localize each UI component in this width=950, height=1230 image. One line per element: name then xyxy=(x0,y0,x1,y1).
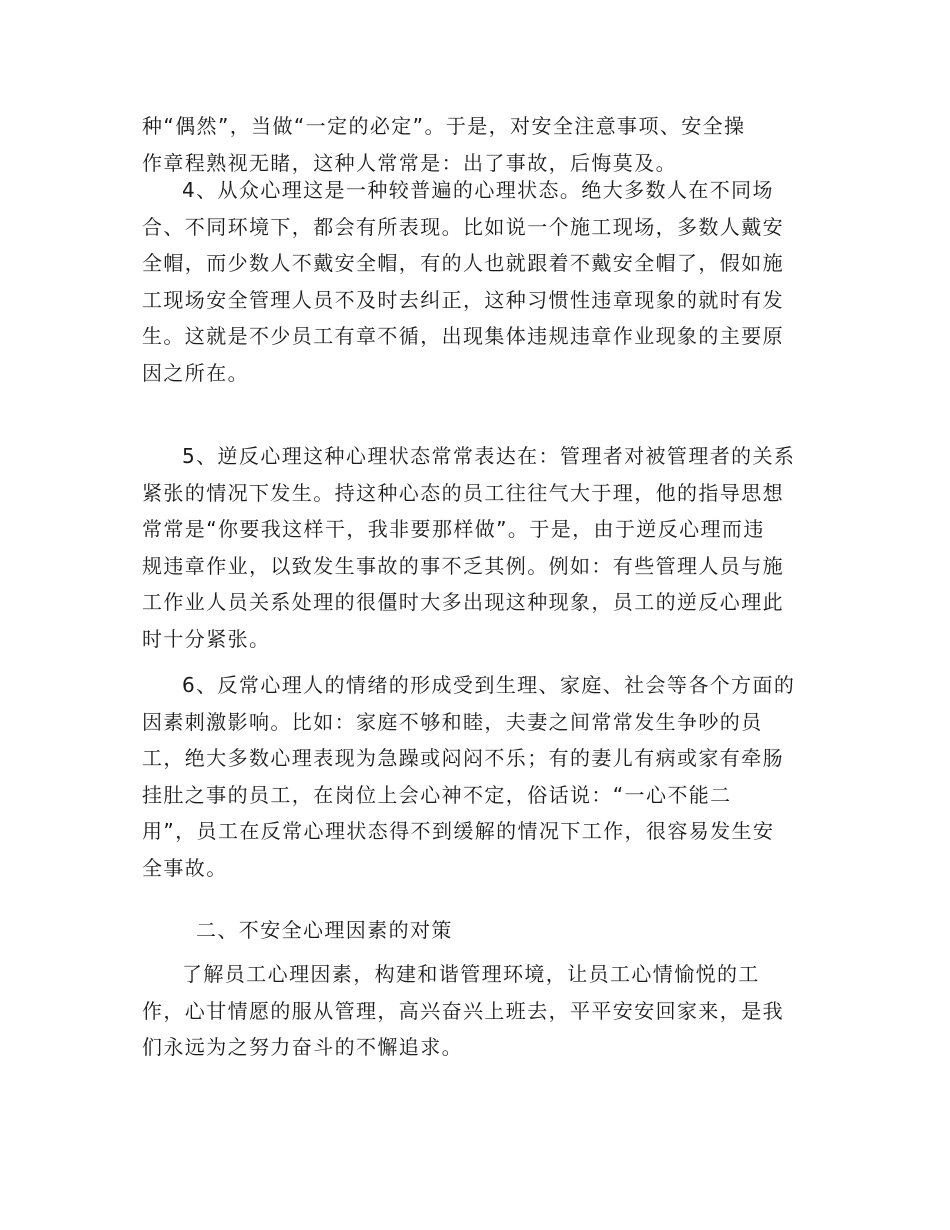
text-line: 紧张的情况下发生。持这种心态的员工往往气大于理，他的指导思想 xyxy=(142,480,784,505)
text-line: 6、反常心理人的情绪的形成受到生理、家庭、社会等各个方面的 xyxy=(182,673,796,697)
text-line: 种“偶然”，当做“一定的必定”。于是，对安全注意事项、安全操 xyxy=(142,114,746,138)
text-line: 4、从众心理这是一种较普遍的心理状态。绝大多数人在不同场 xyxy=(182,178,774,202)
text-line: 因素刺激影响。比如：家庭不够和睦，夫妻之间常常发生争吵的员 xyxy=(142,709,763,734)
section-heading: 二、不安全心理因素的对策 xyxy=(196,918,453,942)
text-line: 合、不同环境下，都会有所表现。比如说一个施工现场，多数人戴安 xyxy=(142,214,784,239)
text-line: 规违章作业，以致发生事故的事不乏其例。例如：有些管理人员与施 xyxy=(142,553,784,578)
paragraph-abnormal-psychology xyxy=(142,667,810,887)
text-line: 全帽，而少数人不戴安全帽，有的人也就跟着不戴安全帽了，假如施 xyxy=(142,251,784,276)
text-line: 常常是“你要我这样干，我非要那样做”。于是，由于逆反心理而违 xyxy=(142,517,765,542)
paragraph-rebellious-psychology xyxy=(142,438,810,658)
text-line: 工，绝大多数心理表现为急躁或闷闷不乐；有的妻儿有病或家有牵肠 xyxy=(142,746,784,771)
text-line: 5、逆反心理这种心理状态常常表达在：管理者对被管理者的关系 xyxy=(182,444,796,468)
text-line: 工现场安全管理人员不及时去纠正，这种习惯性违章现象的就时有发 xyxy=(142,287,784,312)
text-line: 挂肚之事的员工，在岗位上会心神不定，俗话说：“一心不能二 xyxy=(142,782,732,807)
text-line: 用”，员工在反常心理状态得不到缓解的情况下工作，很容易发生安 xyxy=(142,819,775,844)
text-line: 了解员工心理因素，构建和谐管理环境，让员工心情愉悦的工 xyxy=(182,962,760,986)
paragraph-conformity-psychology xyxy=(142,172,810,392)
text-line: 作章程熟视无睹，这种人常常是：出了事故，后悔莫及。 xyxy=(142,150,677,175)
paragraph-continuation xyxy=(142,108,810,181)
text-line: 全事故。 xyxy=(142,855,228,880)
text-line: 生。这就是不少员工有章不循，出现集体违规违章作业现象的主要原 xyxy=(142,324,784,349)
paragraph-countermeasures xyxy=(142,956,810,1066)
text-line: 工作业人员关系处理的很僵时大多出现这种现象，员工的逆反心理此 xyxy=(142,590,784,615)
text-line: 们永远为之努力奋斗的不懈追求。 xyxy=(142,1035,463,1060)
text-line: 时十分紧张。 xyxy=(142,626,271,651)
text-line: 作，心甘情愿的服从管理，高兴奋兴上班去，平平安安回家来，是我 xyxy=(142,998,784,1023)
text-line: 因之所在。 xyxy=(142,360,249,385)
